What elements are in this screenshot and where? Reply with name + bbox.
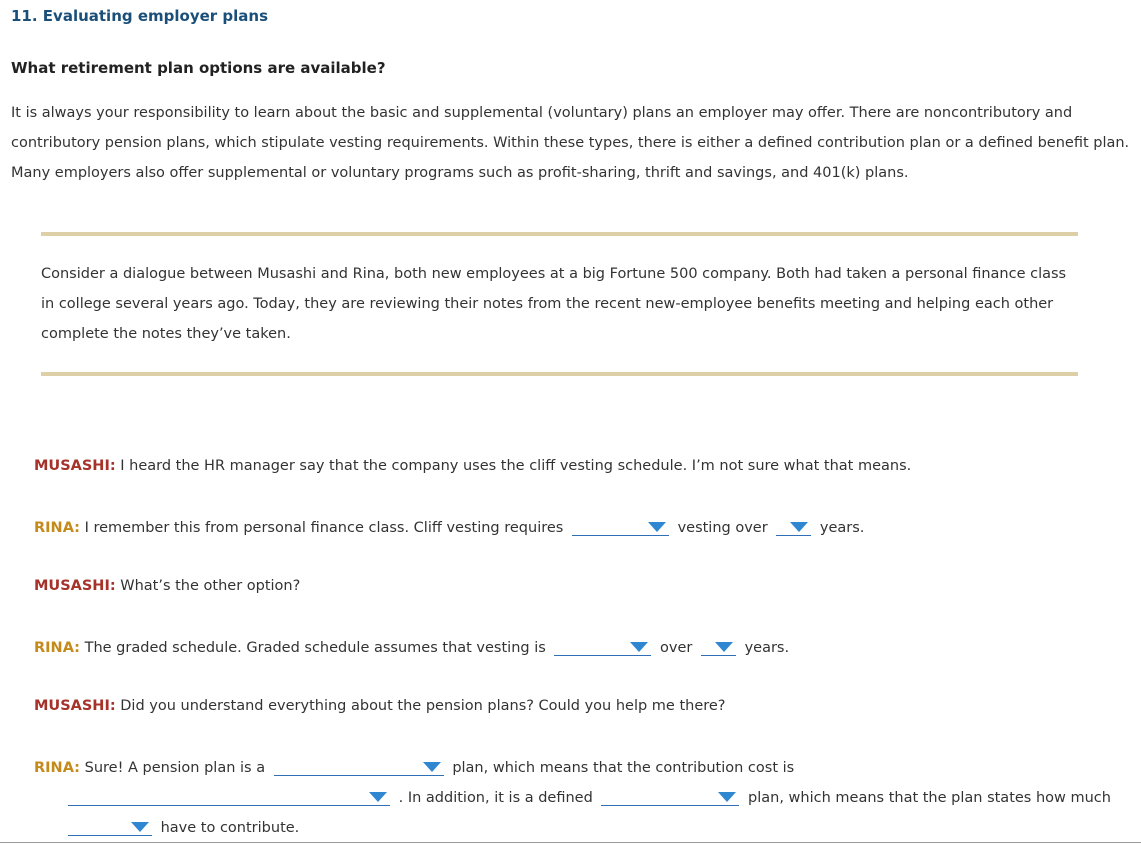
dialogue-text: . In addition, it is a defined xyxy=(398,790,593,806)
dialogue-line-2 xyxy=(34,518,864,536)
speaker-musashi: MUSASHI: xyxy=(34,698,116,714)
pension-contribution-type-dropdown[interactable] xyxy=(274,758,444,776)
contribution-cost-dropdown[interactable] xyxy=(68,788,390,806)
dropdown-arrow-icon xyxy=(648,522,666,532)
dropdown-arrow-icon xyxy=(718,792,736,802)
speaker-musashi: MUSASHI: xyxy=(34,578,116,594)
dialogue-line-1 xyxy=(34,458,911,474)
speaker-rina: RINA: xyxy=(34,640,80,656)
dialogue-text: years. xyxy=(819,520,865,536)
dialogue-text: What’s the other option? xyxy=(120,578,301,594)
dialogue-text: vesting over xyxy=(677,520,768,536)
bottom-divider xyxy=(0,842,1141,843)
dropdown-arrow-icon xyxy=(423,762,441,772)
scenario-bottom-divider xyxy=(41,372,1078,376)
page-title: 11. Evaluating employer plans xyxy=(11,7,268,25)
graded-vesting-dropdown[interactable] xyxy=(554,638,651,656)
dialogue-text: plan, which means that the contribution cost is xyxy=(452,760,795,776)
dropdown-arrow-icon xyxy=(369,792,387,802)
vesting-type-dropdown[interactable] xyxy=(572,518,669,536)
dialogue-text: have to contribute. xyxy=(160,820,300,836)
dialogue-text: years. xyxy=(744,640,790,656)
dialogue-text: I heard the HR manager say that the company uses the cliff vesting schedule. I’m not sure what that means. xyxy=(120,458,912,474)
who-contributes-dropdown[interactable] xyxy=(68,818,152,836)
dialogue-line-5 xyxy=(34,698,726,714)
defined-plan-type-dropdown[interactable] xyxy=(601,788,739,806)
dialogue-text: plan, which means that the plan states how much xyxy=(748,790,1111,806)
dialogue-text: The graded schedule. Graded schedule assumes that vesting is xyxy=(84,640,546,656)
dropdown-arrow-icon xyxy=(131,822,149,832)
speaker-musashi: MUSASHI: xyxy=(34,458,116,474)
dialogue-line-6 xyxy=(34,758,794,776)
graded-years-dropdown[interactable] xyxy=(701,638,736,656)
scenario-paragraph: Consider a dialogue between Musashi and Rina, both new employees at a big Fortune 500 company. Both had taken a personal finance class in college several years ago. Today, they are reviewing their notes from the recent new-employee benefits meeting and helping each other complete the notes they’ve taken. xyxy=(41,266,1067,342)
dialogue-line-7 xyxy=(64,788,1111,806)
dialogue-line-3 xyxy=(34,578,300,594)
section-question: What retirement plan options are available? xyxy=(11,59,386,77)
dropdown-arrow-icon xyxy=(630,642,648,652)
dialogue-line-8 xyxy=(64,818,299,836)
dialogue-line-4 xyxy=(34,638,789,656)
scenario-top-divider xyxy=(41,232,1078,236)
dialogue-text: Sure! A pension plan is a xyxy=(84,760,266,776)
dialogue-text: Did you understand everything about the pension plans? Could you help me there? xyxy=(120,698,726,714)
speaker-rina: RINA: xyxy=(34,760,80,776)
cliff-years-dropdown[interactable] xyxy=(776,518,811,536)
intro-paragraph: It is always your responsibility to learn about the basic and supplemental (voluntary) plans an employer may offer. There are noncontributory and contributory pension plans, which stipulate vesting requirements. Within these types, there is either a defined contribution plan or a defined benefit plan. Many employers also offer supplemental or voluntary programs such as profit-sharing, thrift and savings, and 401(k) plans. xyxy=(11,105,1130,181)
dropdown-arrow-icon xyxy=(790,522,808,532)
dropdown-arrow-icon xyxy=(715,642,733,652)
speaker-rina: RINA: xyxy=(34,520,80,536)
dialogue-text: I remember this from personal finance class. Cliff vesting requires xyxy=(84,520,564,536)
dialogue-text: over xyxy=(660,640,693,656)
